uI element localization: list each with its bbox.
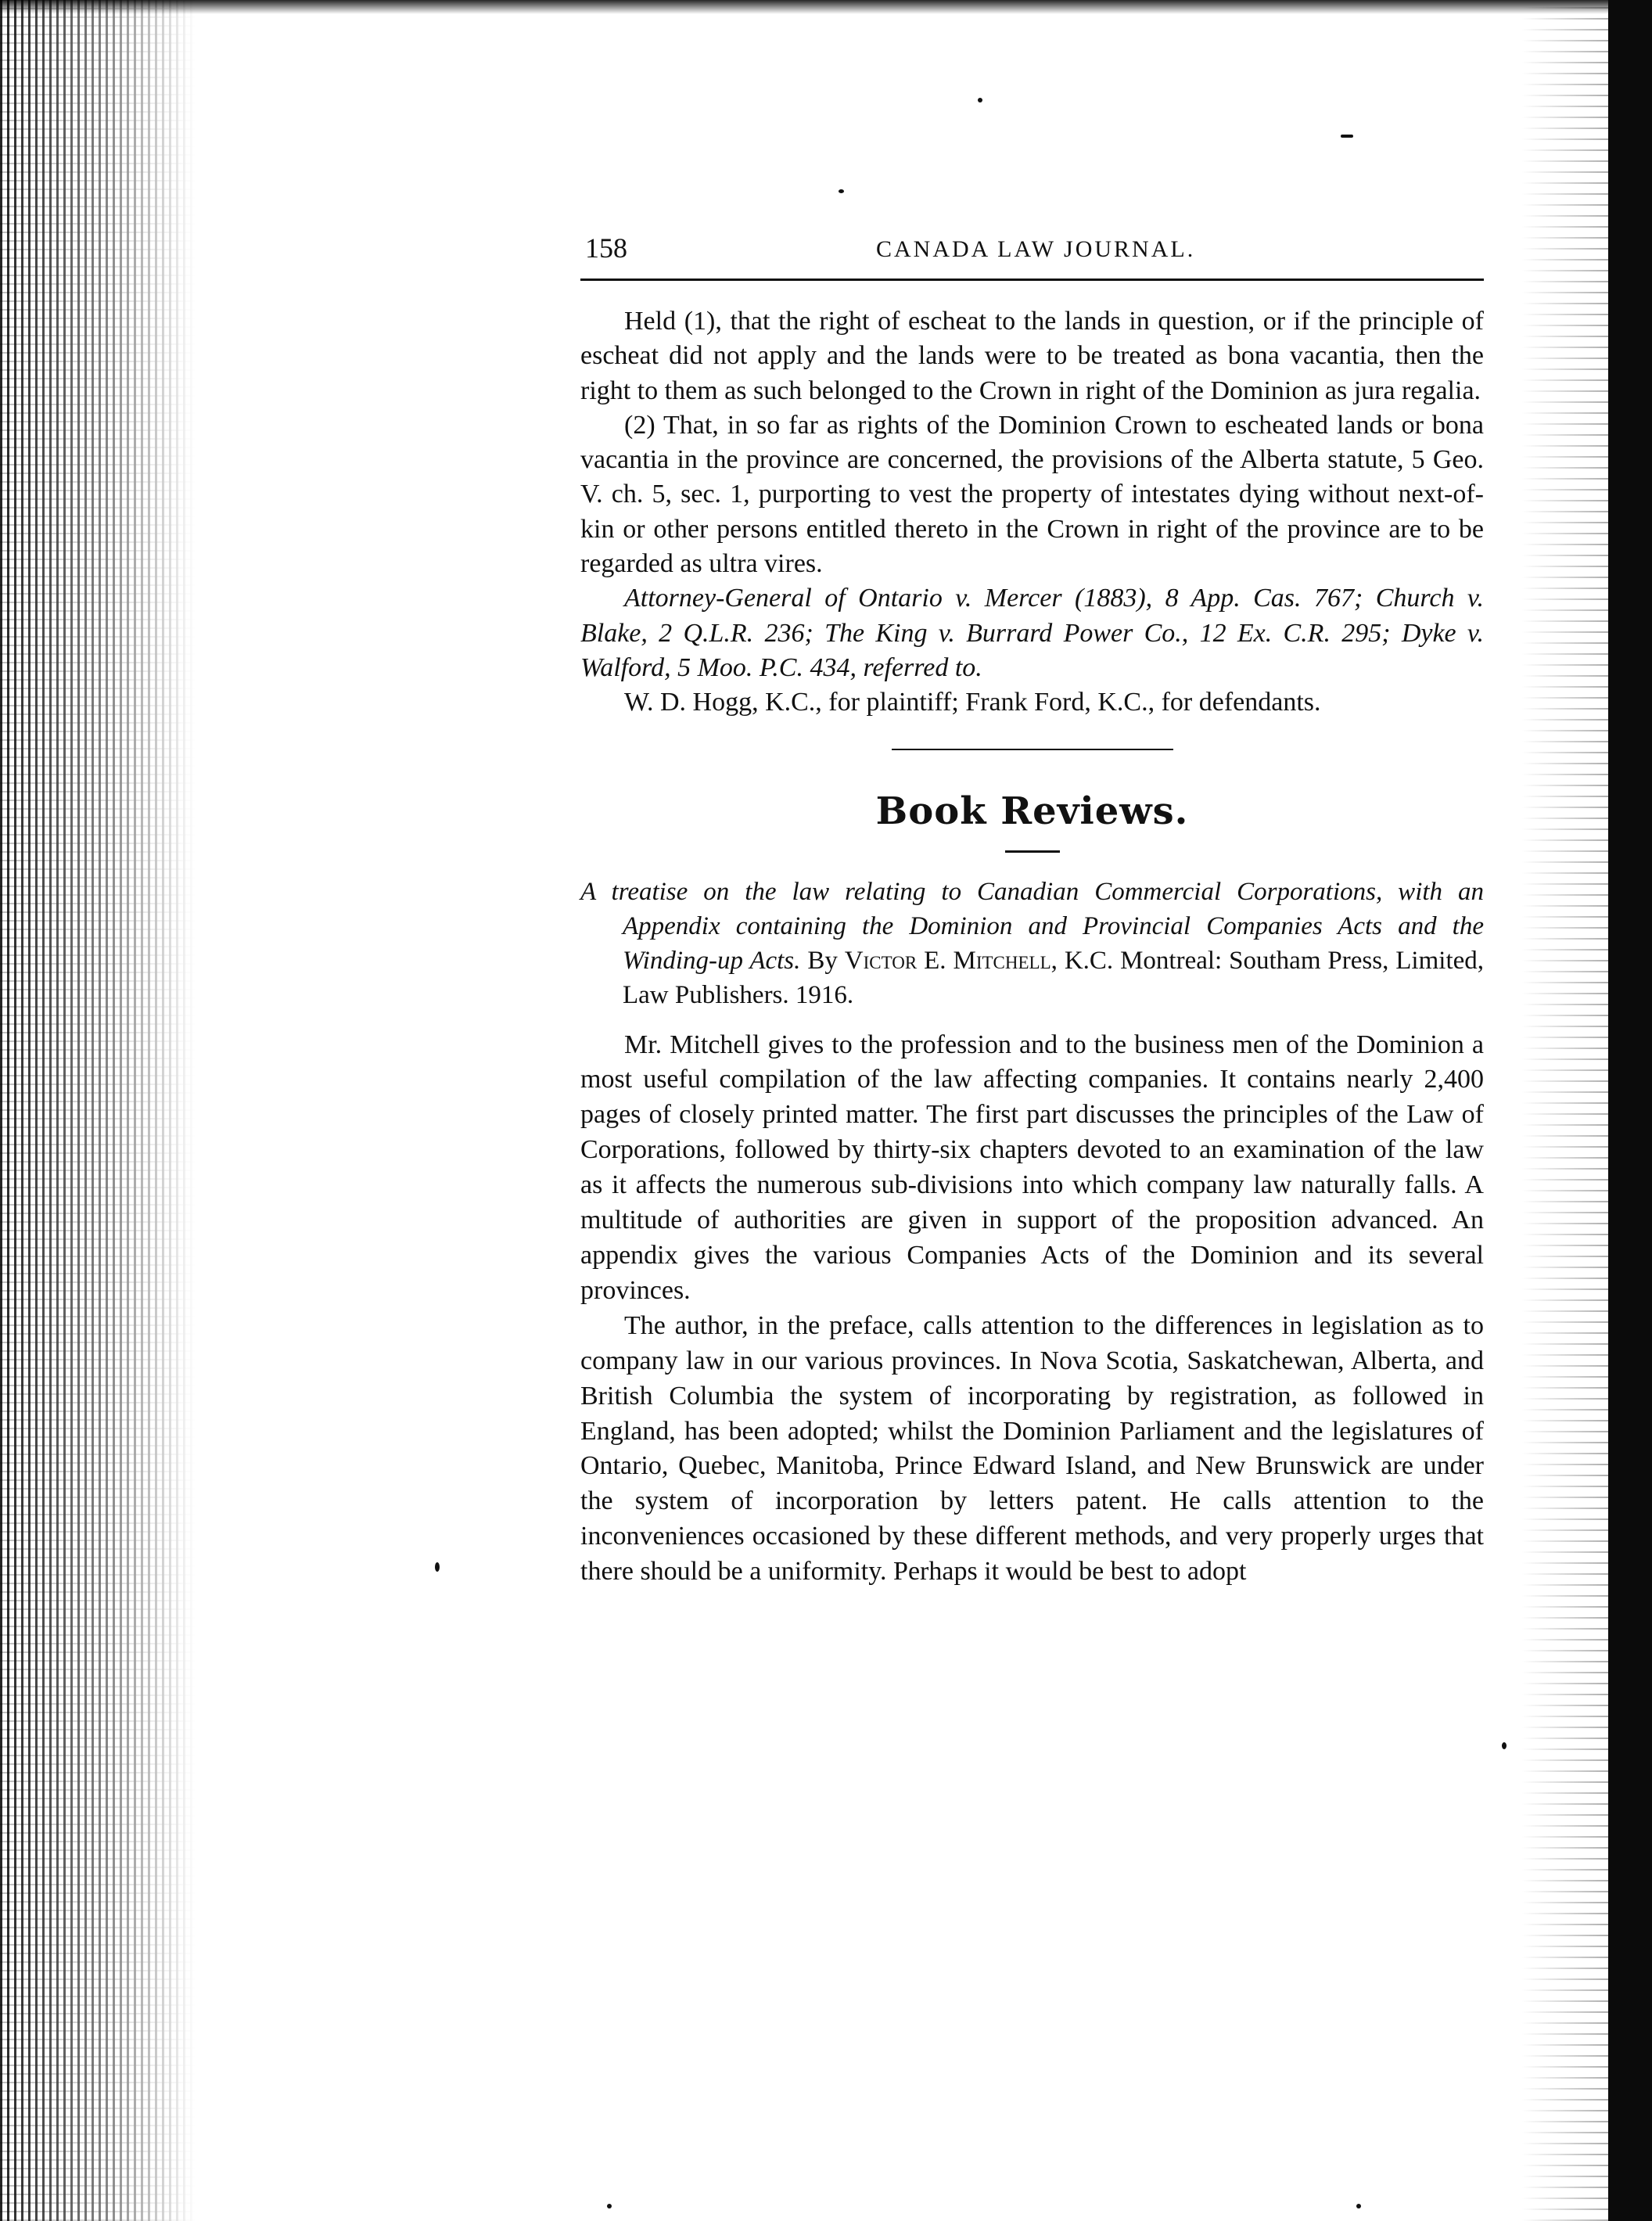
section-heading: Book Reviews. — [875, 789, 1189, 833]
held-paragraph-2: (2) That, in so far as rights of the Dominion Crown to escheated lands or bona vacantia in the province are concerned, the provisions of the Alberta statute, 5 Geo. V. ch. 5, sec. 1, purporting to vest the property of intestates dying without next-of-kin or other persons entitled thereto in the Crown in right of the province are to be regarded as ultra vires. — [580, 410, 1484, 579]
book-publication: Montreal: Southam Press, Limited, Law Publishers. 1916. — [623, 946, 1485, 1009]
scan-right-shadow — [1522, 0, 1608, 2221]
review-paragraph-2: The author, in the preface, calls attention to the differences in legislation as to company law in our various provinces. In Nova Scotia, Saskatchewan, Alberta, and British Columbia the system of incorporating by registration, as followed in England, has been adopted; whilst the Dominion Parliament and the legislatures of Ontario, Quebec, Manitoba, Prince Edward Island, and New Brunswick are under the system of incorporation by letters patent. He calls attention to the inconveniences occasioned by these different methods, and very properly urges that there should be a uniformity. Perhaps it would be best to adopt — [580, 1310, 1484, 1587]
scan-speck — [1502, 1742, 1507, 1749]
scan-speck — [978, 98, 982, 102]
book-citation — [580, 875, 1484, 1012]
review-body — [580, 1028, 1484, 1590]
counsel-line: W. D. Hogg, K.C., for plaintiff; Frank Ford, K.C., for defendants. — [624, 688, 1321, 717]
scan-left-edge — [0, 0, 196, 2221]
heading-rule — [1005, 850, 1060, 853]
scan-speck — [839, 189, 844, 193]
book-author: Victor E. Mitchell, K.C. — [844, 946, 1114, 975]
journal-title: CANADA LAW JOURNAL. — [876, 236, 1196, 262]
scan-top-edge — [0, 0, 1652, 14]
header-rule — [580, 279, 1484, 281]
scan-right-edge — [1608, 0, 1652, 2221]
scan-speck — [607, 2204, 612, 2208]
book-title: A treatise on the law relating to Canadian Commercial Corporations, with an Appendix containing the Dominion and Provincial Companies Acts and the Winding-up Acts. — [580, 877, 1484, 975]
authorities-cited: Attorney-General of Ontario v. Mercer (1883), 8 App. Cas. 767; Church v. Blake, 2 Q.L.R. 236; The King v. Burrard Power Co., 12 Ex. C.R. 295; Dyke v. Walford, 5 Moo. P.C. 434, referred to. — [580, 584, 1484, 682]
book-by: By — [807, 946, 838, 975]
scan-speck — [1356, 2204, 1361, 2208]
running-head — [580, 232, 1484, 272]
review-paragraph-1: Mr. Mitchell gives to the profession and to the business men of the Dominion a most useful compilation of the law affecting companies. It contains nearly 2,400 pages of closely printed matter. The first part discusses the principles of the Law of Corporations, followed by thirty-six chapters devoted to an examination of the law as it affects the numerous sub-divisions into which company law naturally falls. A multitude of authorities are given in support of the proposition advanced. An appendix gives the various Companies Acts of the Dominion and its several provinces. — [580, 1030, 1484, 1305]
scan-speck — [1341, 135, 1353, 138]
held-paragraph-1: Held (1), that the right of escheat to the lands in question, or if the principle of escheat did not apply and the lands were to be treated as bona vacantia, then the right to them as such belonged to the Crown in right of the Dominion as jura regalia. — [580, 307, 1484, 405]
page-number: 158 — [585, 232, 627, 264]
page-text-column — [580, 232, 1484, 1590]
section-divider — [892, 749, 1173, 750]
scan-speck — [435, 1562, 440, 1572]
